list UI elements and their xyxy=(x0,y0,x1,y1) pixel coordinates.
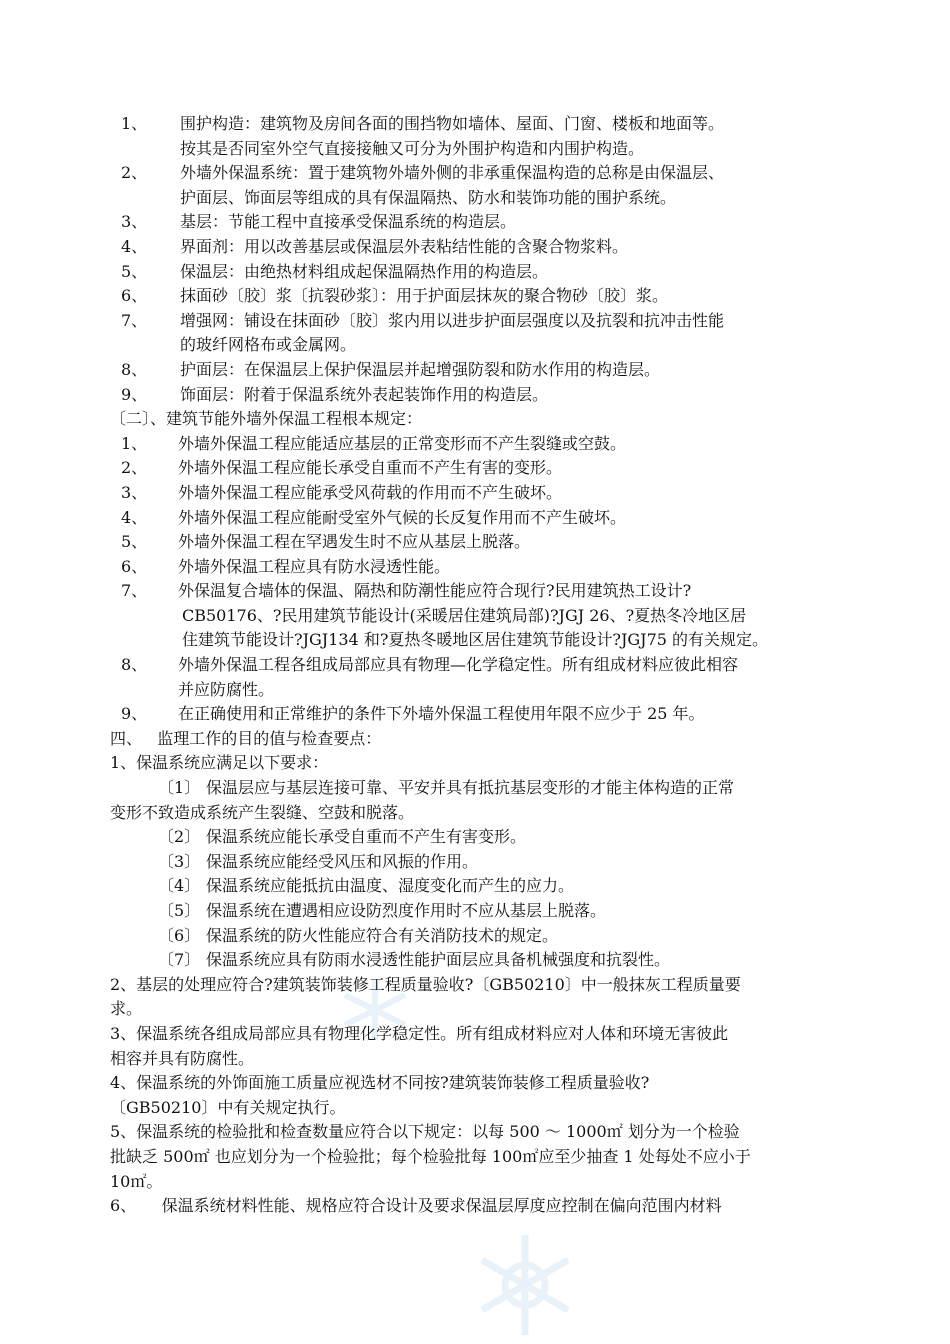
paragraph-line: 3、保温系统各组成局部应具有物理化学稳定性。所有组成材料应对人体和环境无害彼此 xyxy=(110,1023,729,1043)
list-item: 8、 护面层：在保温层上保护保温层并起增强防裂和防水作用的构造层。 xyxy=(121,359,661,379)
list-item: 7、 外保温复合墙体的保温、隔热和防潮性能应符合现行?民用建筑热工设计? xyxy=(121,581,692,601)
list-item: 4、 界面剂：用以改善基层或保温层外表粘结性能的含聚合物浆料。 xyxy=(121,236,629,256)
list-item: 3、 基层：节能工程中直接承受保温系统的构造层。 xyxy=(121,212,517,232)
list-item: 5、 保温层：由绝热材料组成起保温隔热作用的构造层。 xyxy=(121,261,549,281)
sub-item-continuation: 变形不致造成系统产生裂缝、空鼓和脱落。 xyxy=(110,802,415,822)
list-item-continuation: 的玻纤网格布或金属网。 xyxy=(180,335,357,355)
section-heading: 四、 监理工作的目的值与检查要点： xyxy=(110,728,382,748)
sub-item: 〔2〕 保温系统应能长承受自重而不产生有害变形。 xyxy=(158,827,527,847)
list-item: 6、 抹面砂〔胶〕浆〔抗裂砂浆〕：用于护面层抹灰的聚合物砂〔胶〕浆。 xyxy=(121,286,669,306)
list-item: 1、 围护构造：建筑物及房间各面的围挡物如墙体、屋面、门窗、楼板和地面等。 xyxy=(121,114,725,133)
list-item: 6、 外墙外保温工程应具有防水浸透性能。 xyxy=(121,556,451,576)
paragraph-line: 求。 xyxy=(110,999,143,1019)
list-item-continuation: 护面层、饰面层等组成的具有保温隔热、防水和装饰功能的围护系统。 xyxy=(180,187,677,207)
list-item-continuation: CB50176、?民用建筑节能设计(采暖居住建筑局部)?JGJ 26、?夏热冬冷地区居 xyxy=(182,605,747,625)
snowflake-watermark-icon xyxy=(470,1230,580,1340)
paragraph-line: 5、保温系统的检验批和检查数量应符合以下规定：以每 500 ～ 1000㎡ 划分为一个检验 xyxy=(110,1122,740,1142)
list-item: 9、 在正确使用和正常维护的条件下外墙外保温工程使用年限不应少于 25 年。 xyxy=(121,704,705,724)
list-item: 8、 外墙外保温工程各组成局部应具有物理—化学稳定性。所有组成材料应彼此相容 xyxy=(121,655,739,675)
list-item: 7、 增强网：铺设在抹面砂〔胶〕浆内用以进步护面层强度以及抗裂和抗冲击性能 xyxy=(121,310,725,330)
sub-item: 〔4〕 保温系统应能抵抗由温度、湿度变化而产生的应力。 xyxy=(158,876,575,896)
requirement-list xyxy=(110,432,850,727)
sub-item: 〔1〕 保温层应与基层连接可靠、平安并具有抵抗基层变形的才能主体构造的正常 xyxy=(158,778,735,798)
sub-item: 〔3〕 保温系统应能经受风压和风振的作用。 xyxy=(158,851,479,871)
paragraph-line: 〔GB50210〕中有关规定执行。 xyxy=(110,1097,346,1117)
list-item-continuation: 住建筑节能设计?JGJ134 和?夏热冬暖地区居住建筑节能设计?JGJ75 的有关规定。 xyxy=(182,630,769,650)
list-item: 2、 外墙外保温工程应能长承受自重而不产生有害的变形。 xyxy=(121,458,563,478)
definition-list xyxy=(110,112,850,407)
sub-item: 〔7〕 保温系统应具有防雨水浸透性能护面层应具备机械强度和抗裂性。 xyxy=(158,950,671,970)
point-heading: 1、保温系统应满足以下要求： xyxy=(110,753,329,773)
paragraph-line: 4、保温系统的外饰面施工质量应视选材不同按?建筑装饰装修工程质量验收? xyxy=(110,1073,650,1093)
section-heading: 〔二〕、建筑节能外墙外保温工程根本规定： xyxy=(110,409,423,429)
list-item: 1、 外墙外保温工程应能适应基层的正常变形而不产生裂缝或空鼓。 xyxy=(121,433,627,453)
list-item-continuation: 按其是否同室外空气直接接触又可分为外围护构造和内围护构造。 xyxy=(180,138,645,158)
point-list xyxy=(110,973,850,1219)
paragraph-line: 6、 保温系统材料性能、规格应符合设计及要求保温层厚度应控制在偏向范围内材料 xyxy=(110,1196,722,1216)
list-item: 4、 外墙外保温工程应能耐受室外气候的长反复作用而不产生破坏。 xyxy=(121,507,627,527)
list-item: 3、 外墙外保温工程应能承受风荷载的作用而不产生破坏。 xyxy=(121,482,563,502)
paragraph-line: 10㎡。 xyxy=(110,1171,163,1191)
paragraph-line: 批缺乏 500㎡ 也应划分为一个检验批；每个检验批每 100㎡应至少抽查 1 处每处不应小于 xyxy=(110,1146,751,1166)
list-item: 5、 外墙外保温工程在罕遇发生时不应从基层上脱落。 xyxy=(121,532,531,552)
list-item-continuation: 并应防腐性。 xyxy=(178,679,275,699)
paragraph-line: 相容并具有防腐性。 xyxy=(110,1048,255,1068)
sub-item: 〔6〕 保温系统的防火性能应符合有关消防技术的规定。 xyxy=(158,925,559,945)
list-item: 9、 饰面层：附着于保温系统外表起装饰作用的构造层。 xyxy=(121,384,549,404)
list-item: 2、 外墙外保温系统：置于建筑物外墙外侧的非承重保温构造的总称是由保温层、 xyxy=(121,163,725,183)
paragraph-line: 2、基层的处理应符合?建筑装饰装修工程质量验收?〔GB50210〕中一般抹灰工程质量要 xyxy=(110,974,741,994)
sub-item-list xyxy=(110,776,850,973)
sub-item: 〔5〕 保温系统在遭遇相应设防烈度作用时不应从基层上脱落。 xyxy=(158,901,607,920)
document-body xyxy=(110,112,850,1219)
